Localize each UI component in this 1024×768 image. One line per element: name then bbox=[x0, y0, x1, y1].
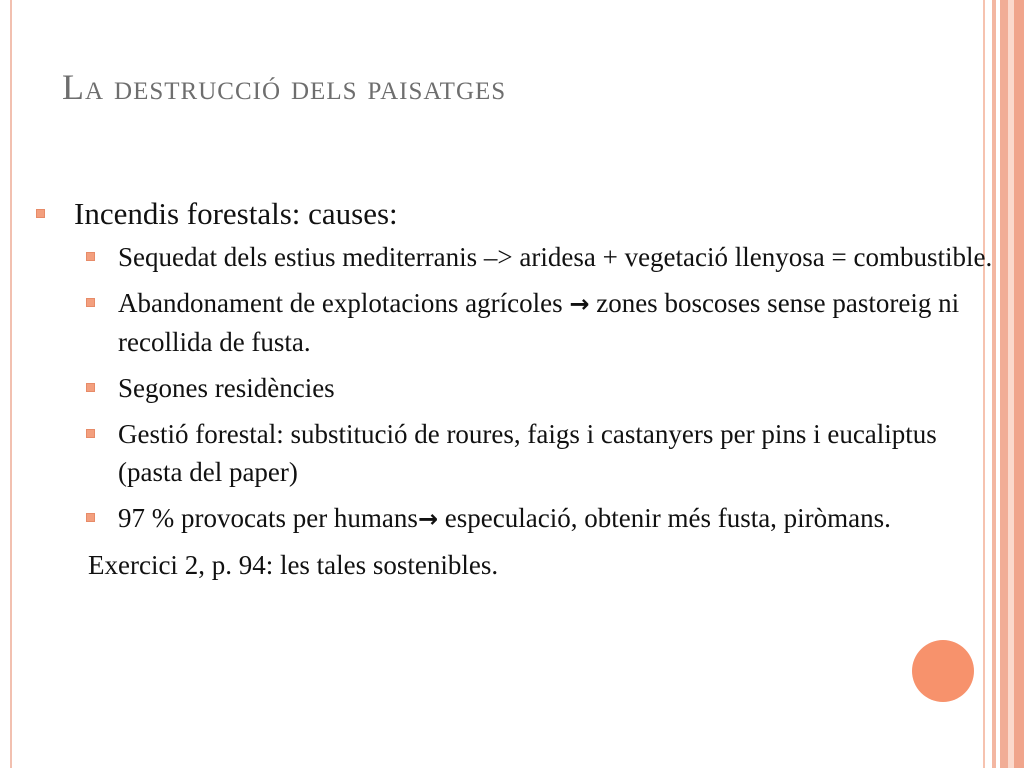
list-item-text: Gestió forestal: substitució de roures, faigs i castanyers per pins i eucaliptus (pasta del paper) bbox=[118, 419, 937, 487]
square-bullet-icon bbox=[36, 209, 45, 218]
square-bullet-icon bbox=[86, 383, 95, 392]
list-item-text: 97 % provocats per humans bbox=[118, 503, 418, 533]
right-arrow-icon: → bbox=[569, 290, 590, 318]
square-bullet-icon bbox=[86, 429, 95, 438]
list-item-text: Sequedat dels estius mediterranis –> aridesa + vegetació llenyosa = combustible. bbox=[118, 242, 993, 272]
bullet-heading bbox=[34, 192, 994, 236]
list-item-text-cont: especulació, obtenir més fusta, piròmans. bbox=[438, 503, 891, 533]
slide-title: La destrucció dels paisatges bbox=[62, 67, 507, 107]
square-bullet-icon bbox=[86, 252, 95, 261]
list-item-text-cont: zones boscoses sense pastoreig ni recollida de fusta. bbox=[118, 288, 960, 357]
list-item-text: Abandonament de explotacions agrícoles bbox=[118, 288, 563, 318]
list-item bbox=[34, 369, 994, 407]
list-item bbox=[34, 238, 994, 276]
heading-text: Incendis forestals: causes: bbox=[74, 196, 398, 231]
list-item bbox=[34, 415, 994, 491]
square-bullet-icon bbox=[86, 298, 95, 307]
slide-body bbox=[34, 192, 994, 584]
exercise-note: Exercici 2, p. 94: les tales sostenibles. bbox=[88, 550, 499, 580]
list-item-text: Segones residències bbox=[118, 373, 335, 403]
left-border bbox=[10, 0, 12, 768]
list-item bbox=[34, 284, 994, 361]
square-bullet-icon bbox=[86, 513, 95, 522]
list-item bbox=[34, 499, 994, 538]
right-arrow-icon: → bbox=[417, 505, 439, 533]
decorative-circle bbox=[912, 640, 974, 702]
